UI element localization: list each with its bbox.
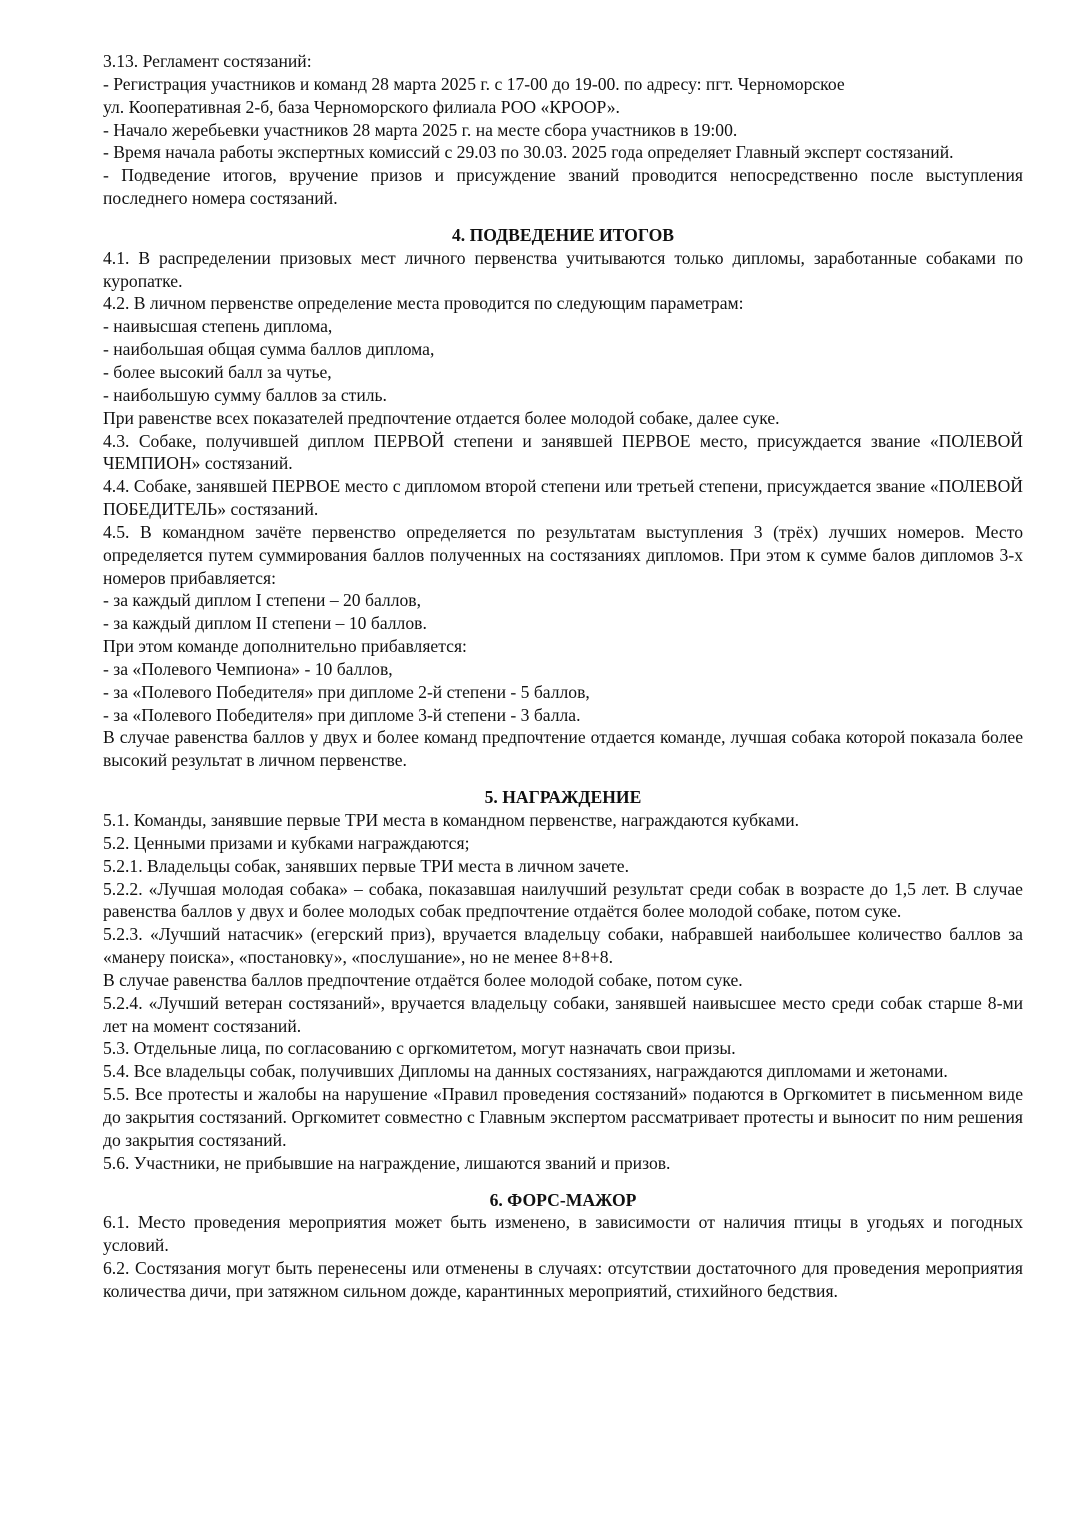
section-heading: 6. ФОРС-МАЖОР xyxy=(489,1189,637,1210)
list-item: - за каждый диплом I степени – 20 баллов, xyxy=(103,590,421,611)
paragraph: 5.3. Отдельные лица, по согласованию с оргкомитетом, могут назначать свои призы. xyxy=(103,1038,736,1059)
paragraph: 5.2.2. «Лучшая молодая собака» – собака, показавшая наилучший результат среди собак в возрасте до 1,5 лет. В случае равенства баллов у двух и более молодых собак предпочтение отдаётся более молодой собаке, потом суке. xyxy=(103,878,1023,922)
paragraph: В случае равенства баллов у двух и более команд предпочтение отдается команде, лучшая собака которой показала более высокий результат в личном первенстве. xyxy=(103,727,1023,771)
section-4 xyxy=(103,224,1023,772)
list-item: - наибольшую сумму баллов за стиль. xyxy=(103,384,387,405)
list-item: - за каждый диплом II степени – 10 баллов. xyxy=(103,613,427,634)
paragraph: 4.3. Собаке, получившей диплом ПЕРВОЙ степени и занявшей ПЕРВОЕ место, присуждается звание «ПОЛЕВОЙ ЧЕМПИОН» состязаний. xyxy=(103,430,1023,474)
paragraph: ул. Кооперативная 2-б, база Черноморского филиала РОО «КРООР». xyxy=(103,96,620,117)
paragraph: 5.2.1. Владельцы собак, занявших первые ТРИ места в личном зачете. xyxy=(103,855,630,876)
list-item: - наибольшая общая сумма баллов диплома, xyxy=(103,339,435,360)
paragraph: При равенстве всех показателей предпочтение отдается более молодой собаке, далее суке. xyxy=(103,407,780,428)
section-6 xyxy=(103,1189,1023,1303)
paragraph: 5.2.3. «Лучший натасчик» (егерский приз), вручается владельцу собаки, набравшей наибольшее количество баллов за «манеру поиска», «постановку», «послушание», но не менее 8+8+8. xyxy=(103,924,1023,968)
document-page xyxy=(103,50,1023,1303)
list-item: - за «Полевого Победителя» при дипломе 2-й степени - 5 баллов, xyxy=(103,681,590,702)
list-item: - наивысшая степень диплома, xyxy=(103,316,333,337)
list-item: - за «Полевого Чемпиона» - 10 баллов, xyxy=(103,658,393,679)
paragraph: 5.2.4. «Лучший ветеран состязаний», вручается владельцу собаки, занявшей наивысшее место среди собак старше 8-ми лет на момент состязаний. xyxy=(103,992,1023,1036)
paragraph: 4.5. В командном зачёте первенство определяется по результатам выступления 3 (трёх) лучших номеров. Место определяется путем суммирования баллов полученных на состязаниях дипломов. При этом к сумме балов дипломов 3-х номеров прибавляется: xyxy=(103,521,1023,588)
paragraph: - Подведение итогов, вручение призов и присуждение званий проводится непосредственно после выступления последнего номера состязаний. xyxy=(103,165,1023,209)
paragraph: - Регистрация участников и команд 28 марта 2025 г. с 17-00 до 19-00. по адресу: пгт. Черноморское xyxy=(103,73,845,94)
paragraph: При этом команде дополнительно прибавляется: xyxy=(103,636,467,657)
paragraph: В случае равенства баллов предпочтение отдаётся более молодой собаке, потом суке. xyxy=(103,969,743,990)
paragraph: 4.1. В распределении призовых мест личного первенства учитываются только дипломы, заработанные собаками по куропатке. xyxy=(103,247,1023,291)
list-item: - за «Полевого Победителя» при дипломе 3-й степени - 3 балла. xyxy=(103,704,581,725)
section-3-13 xyxy=(103,50,1023,210)
paragraph: 6.2. Состязания могут быть перенесены или отменены в случаях: отсутствии достаточного для проведения мероприятия количества дичи, при затяжном сильном дожде, карантинных мероприятий, стихийного бедствия. xyxy=(103,1258,1023,1301)
paragraph: 5.1. Команды, занявшие первые ТРИ места в командном первенстве, награждаются кубками. xyxy=(103,810,800,830)
section-5 xyxy=(103,786,1023,1174)
paragraph: - Время начала работы экспертных комиссий с 29.03 по 30.03. 2025 года определяет Главный эксперт состязаний. xyxy=(103,142,954,163)
section-heading: 5. НАГРАЖДЕНИЕ xyxy=(484,787,642,808)
list-item: - более высокий балл за чутье, xyxy=(103,361,332,382)
paragraph: 6.1. Место проведения мероприятия может быть изменено, в зависимости от наличия птицы в угодьях и погодных условий. xyxy=(103,1212,1023,1256)
subsection-title: 3.13. Регламент состязаний: xyxy=(103,51,312,71)
section-heading: 4. ПОДВЕДЕНИЕ ИТОГОВ xyxy=(451,224,675,245)
paragraph: 4.4. Собаке, занявшей ПЕРВОЕ место с дипломом второй степени или третьей степени, присуждается звание «ПОЛЕВОЙ ПОБЕДИТЕЛЬ» состязаний. xyxy=(103,476,1023,520)
paragraph: 4.2. В личном первенстве определение места проводится по следующим параметрам: xyxy=(103,293,744,314)
paragraph: 5.2. Ценными призами и кубками награждаются; xyxy=(103,832,470,853)
paragraph: 5.4. Все владельцы собак, получивших Дипломы на данных состязаниях, награждаются дипломами и жетонами. xyxy=(103,1061,948,1082)
paragraph: 5.5. Все протесты и жалобы на нарушение «Правил проведения состязаний» подаются в Оргкомитет в письменном виде до закрытия состязаний. Оргкомитет совместно с Главным экспертом рассматривает протесты и выносит по ним решения до закрытия состязаний. xyxy=(103,1084,1023,1150)
paragraph: 5.6. Участники, не прибывшие на награждение, лишаются званий и призов. xyxy=(103,1152,671,1173)
paragraph: - Начало жеребьевки участников 28 марта 2025 г. на месте сбора участников в 19:00. xyxy=(103,119,738,140)
